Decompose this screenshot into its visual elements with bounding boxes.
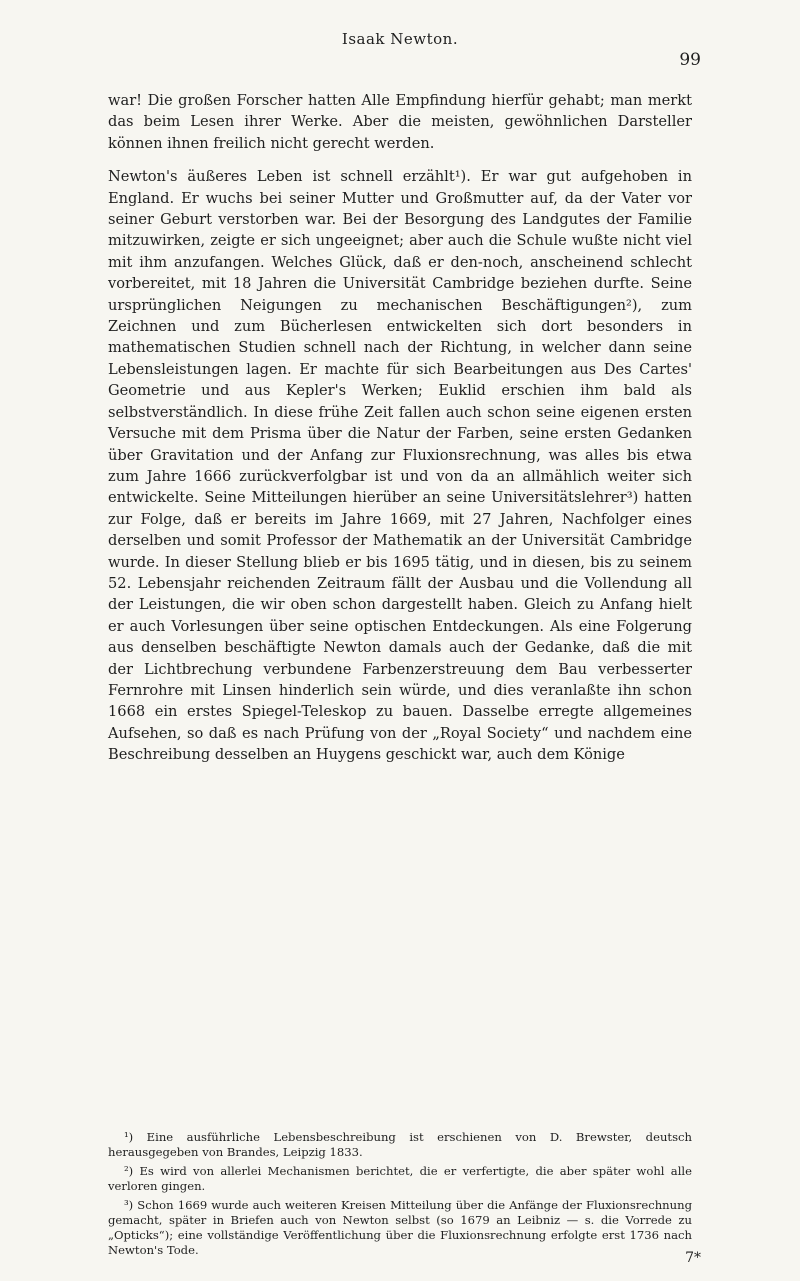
paragraph-2: Newton's äußeres Leben ist schnell erzählt¹). Er war gut aufgehoben in England. Er wuchs bei seiner Mutter und Großmutter auf, da der Vater vor seiner Geburt verstorben war. Bei der Besorgung des Landgutes der Familie mitzuwirken, zeigte er sich ungeeignet; aber auch die Schule wußte nicht viel mit ihm anzufangen. Welches Glück, daß er den-noch, anscheinend schlecht vorbereitet, mit 18 Jahren die Universität Cambridge beziehen durfte. Seine ursprünglichen Neigungen zu mechanischen Beschäftigungen²), zum Zeichnen und zum Bücherlesen entwickelten sich dort besonders in mathematischen Studien schnell nach der Richtung, in welcher dann seine Lebensleistungen lagen. Er machte für sich Bearbeitungen aus Des Cartes' Geometrie und aus Kepler's Werken; Euklid erschien ihm bald als selbstverständlich. In diese frühe Zeit fallen auch schon seine eigenen ersten Versuche mit dem Prisma über die Natur der Farben, seine ersten Gedanken über Gravitation und der Anfang zur Fluxionsrechnung, was alles bis etwa zum Jahre 1666 zurückverfolgbar ist und von da an allmählich weiter sich entwickelte. Seine Mitteilungen hierüber an seine Universitätslehrer³) hatten zur Folge, daß er bereits im Jahre 1669, mit 27 Jahren, Nachfolger eines derselben und somit Professor der Mathematik an der Universität Cambridge wurde. In dieser Stellung blieb er bis 1695 tätig, und in diesen, bis zu seinem 52. Lebensjahr reichenden Zeitraum fällt der Ausbau und die Vollendung all der Leistungen, die wir oben schon dargestellt haben. Gleich zu Anfang hielt er auch Vorlesungen über seine optischen Entdeckungen. Als eine Folgerung aus denselben beschäftigte Newton damals auch der Gedanke, daß die mit der Lichtbrechung verbundene Farbenzerstreuung dem Bau verbesserter Fernrohre mit Linsen hinderlich sein würde, und dies veranlaßte ihn schon 1668 ein erstes Spiegel-Teleskop zu bauen. Dasselbe erregte allgemeines Aufsehen, so daß es nach Prüfung von der „Royal Society“ und nachdem eine Beschreibung desselben an Huygens geschickt war, auch dem Könige (108, 168, 692, 764)
footnotes (108, 1130, 692, 1262)
paragraph-1: war! Die großen Forscher hatten Alle Empfindung hierfür gehabt; man merkt das beim Lesen ihrer Werke. Aber die meisten, gewöhnlichen Darsteller können ihnen freilich nicht gerecht werden. (108, 92, 692, 152)
page-number: 99 (679, 50, 701, 70)
printer-signature: 7* (685, 1250, 701, 1266)
footnote-1: ¹) Eine ausführliche Lebensbeschreibung ist erschienen von D. Brewster, deutsch herausgegeben von Brandes, Leipzig 1833. (108, 1130, 692, 1159)
running-head: Isaak Newton. (341, 30, 459, 48)
body-text (108, 90, 692, 766)
footnote-3: ³) Schon 1669 wurde auch weiteren Kreisen Mitteilung über die Anfänge der Fluxionsrechnung gemacht, später in Briefen auch von Newton selbst (so 1679 an Leibniz — s. die Vorrede zu „Opticks“); eine vollständige Veröffentlichung über die Fluxionsrechnung erfolgte erst 1736 nach Newton's Tode. (108, 1198, 692, 1257)
footnote-2: ²) Es wird von allerlei Mechanismen berichtet, die er verfertigte, die aber später wohl alle verloren gingen. (108, 1164, 692, 1193)
